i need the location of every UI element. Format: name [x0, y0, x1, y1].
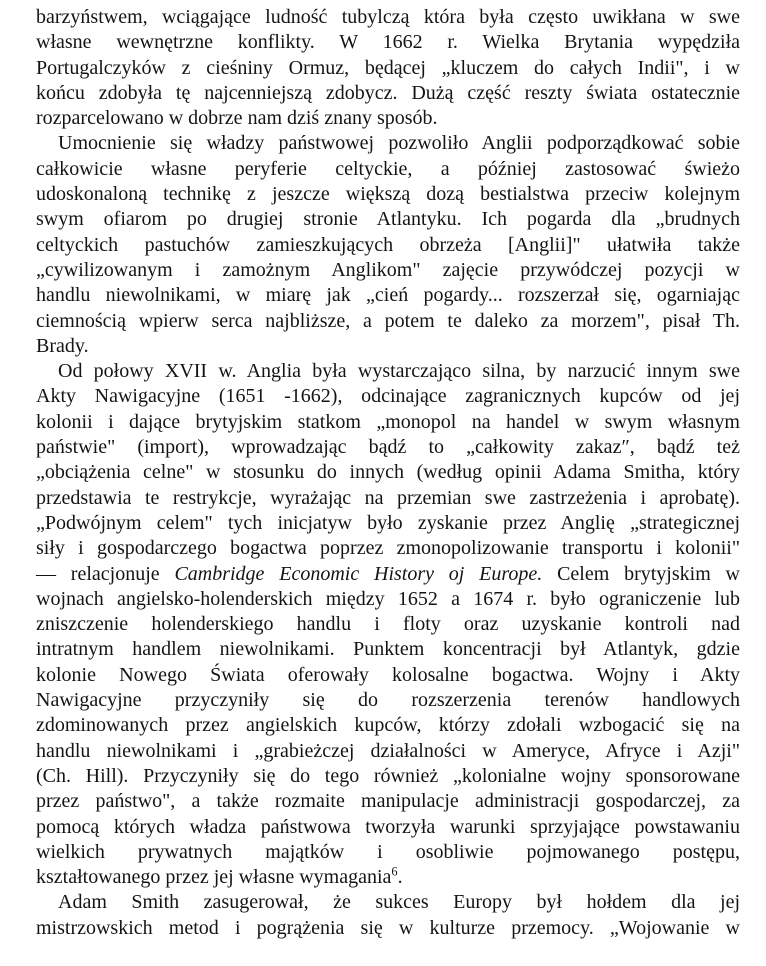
text-line	[36, 587, 740, 612]
text-segment: kolonie Nowego Świata oferowały kolosalne bogactwa. Wojny i Akty	[36, 663, 740, 686]
text-segment: mistrzowskich metod i pogrążenia się w kulturze przemocy. „Wojowanie w	[36, 916, 740, 939]
text-line	[36, 5, 740, 30]
text-line	[36, 106, 740, 131]
text-segment: handlu niewolnikami i „grabieżczej działalności w Ameryce, Afryce i Azji"	[36, 739, 740, 762]
text-segment: ciemnością wpierw serca najbliższe, a potem te daleko za morzem", pisał Th.	[36, 309, 740, 332]
text-segment: handlu niewolnikami, w miarę jak „cień pogardy... rozszerzał się, ogarniając	[36, 284, 740, 307]
text-segment: Celem brytyjskim w	[542, 562, 740, 585]
text-line	[36, 890, 740, 915]
text-line	[36, 410, 740, 435]
text-segment: Portugalczyków z cieśniny Ormuz, będącej „kluczem do całych Indii", i w	[36, 56, 740, 79]
text-segment: — relacjonuje	[36, 562, 175, 585]
text-segment: „cywilizowanym i zamożnym Anglikom" zajęcie przywódczej pozycji w	[36, 258, 740, 281]
text-line	[36, 384, 740, 409]
text-line	[36, 157, 740, 182]
text-segment: kolonii i dające brytyjskim statkom „monopol na handel w swym własnym	[36, 410, 740, 433]
text-line	[36, 511, 740, 536]
text-column	[36, 5, 740, 941]
text-segment: barzyństwem, wciągające ludność tubylczą która była często uwikłana w swe	[36, 6, 740, 28]
text-line	[36, 663, 740, 688]
text-segment: końcu zdobyła tę najcenniejszą zdobycz. Dużą część reszty świata ostatecznie	[36, 81, 740, 104]
text-segment: pomocą których władza państwowa tworzyła warunki sprzyjające powstawaniu	[36, 815, 740, 838]
text-segment: państwie" (import), wprowadzając bądź to „całkowity zakaz″, bądź też	[36, 436, 740, 459]
text-line	[36, 764, 740, 789]
text-segment: całkowicie własne peryferie celtyckie, a później zastosować świeżo	[36, 157, 740, 180]
text-segment: wielkich prywatnych majątków i osobliwie pojmowanego postępu,	[36, 840, 740, 863]
text-line	[36, 207, 740, 232]
text-segment: Adam Smith zasugerował, że sukces Europy był hołdem dla jej	[58, 891, 740, 914]
text-line	[36, 916, 740, 941]
text-segment: Brady.	[36, 334, 89, 357]
text-line	[36, 840, 740, 865]
text-line	[36, 309, 740, 334]
text-line	[36, 81, 740, 106]
book-title-italic: Cambridge Economic History oj Europe.	[174, 562, 543, 585]
text-segment: Akty Nawigacyjne (1651 -1662), odcinające zagranicznych kupców od jej	[36, 385, 740, 408]
text-line	[36, 258, 740, 283]
text-segment: (Ch. Hill). Przyczyniły się do tego również „kolonialne wojny sponsorowane	[36, 764, 740, 787]
text-line	[36, 713, 740, 738]
text-line	[36, 233, 740, 258]
text-segment: zdominowanych przez angielskich kupców, którzy zdołali wzbogacić się na	[36, 714, 740, 737]
text-segment: przez państwo", a także rozmaite manipulacje administracji gospodarczej, za	[36, 790, 740, 813]
text-line	[36, 612, 740, 637]
text-segment: celtyckich pastuchów zamieszkujących obrzeża [Anglii]" ułatwiła także	[36, 233, 740, 256]
text-line	[36, 435, 740, 460]
text-segment: swym ofiarom po drugiej stronie Atlantyku. Ich pogarda dla „brudnych	[36, 208, 740, 231]
text-line	[36, 562, 740, 587]
text-line	[36, 182, 740, 207]
text-segment: intratnym handlem niewolnikami. Punktem koncentracji był Atlantyk, gdzie	[36, 638, 740, 661]
text-segment: kształtowanego przez jej własne wymagania	[36, 866, 392, 889]
text-line	[36, 739, 740, 764]
text-line	[36, 334, 740, 359]
text-line	[36, 131, 740, 156]
text-line	[36, 486, 740, 511]
text-segment: Od połowy XVII w. Anglia była wystarczająco silna, by narzucić innym swe	[58, 360, 740, 383]
text-segment: „obciążenia celne" w stosunku do innych (według opinii Adama Smitha, który	[36, 461, 740, 484]
text-segment: przedstawia te restrykcje, wyrażając na przemian swe zastrzeżenia i aprobatę).	[36, 486, 740, 509]
text-line	[36, 688, 740, 713]
text-segment: siły i gospodarczego bogactwa poprzez zmonopolizowanie transportu i kolonii"	[36, 537, 740, 560]
text-line	[36, 536, 740, 561]
text-line	[36, 637, 740, 662]
text-line	[36, 865, 740, 890]
text-segment: własne wewnętrzne konflikty. W 1662 r. Wielka Brytania wypędziła	[36, 31, 740, 54]
text-segment: udoskonaloną technikę z jeszcze większą dozą bestialstwa przeciw kolejnym	[36, 183, 740, 206]
text-segment: Umocnienie się władzy państwowej pozwoliło Anglii podporządkować sobie	[58, 132, 740, 155]
text-segment: Nawigacyjne przyczyniły się do rozszerzenia terenów handlowych	[36, 689, 740, 712]
text-line	[36, 359, 740, 384]
text-segment: „Podwójnym celem" tych inicjatyw było zyskanie przez Anglię „strategicznej	[36, 511, 740, 534]
text-segment: .	[397, 866, 403, 889]
text-line	[36, 56, 740, 81]
text-line	[36, 815, 740, 840]
text-line	[36, 30, 740, 55]
footnote-reference: 6	[391, 864, 398, 879]
text-line	[36, 789, 740, 814]
text-line	[36, 283, 740, 308]
text-segment: wojnach angielsko-holenderskich między 1652 a 1674 r. było ograniczenie lub	[36, 587, 740, 610]
text-segment: rozparcelowano w dobrze nam dziś znany sposób.	[36, 107, 438, 130]
text-segment: zniszczenie holenderskiego handlu i floty oraz uzyskanie kontroli nad	[36, 613, 740, 636]
text-line	[36, 460, 740, 485]
